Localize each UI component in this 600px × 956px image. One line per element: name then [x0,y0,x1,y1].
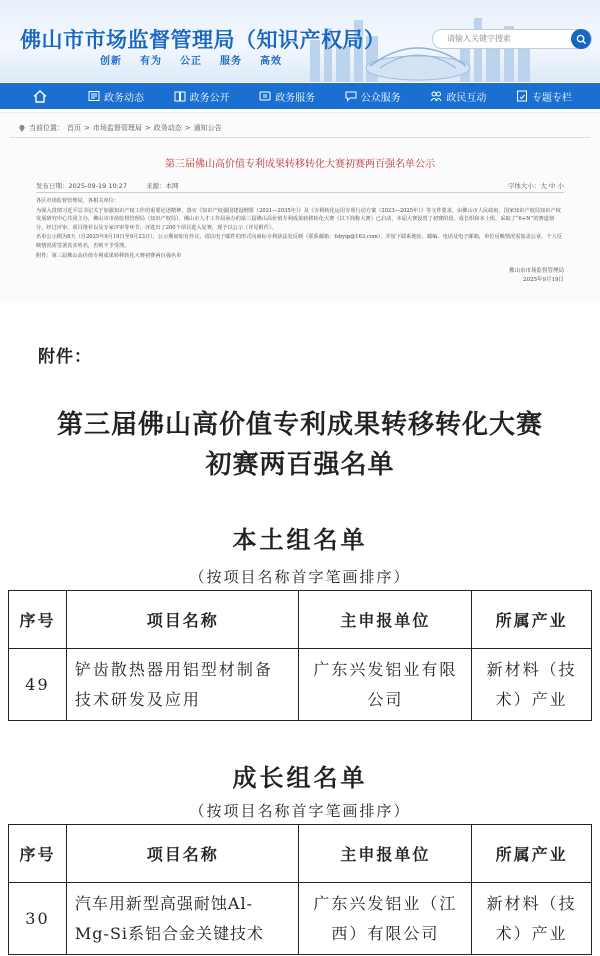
site-header [0,0,600,82]
column-header: 所属产业 [472,825,592,883]
industry-line: 新材料（技 [486,893,577,913]
applicant-line: 西）有限公司 [331,923,440,943]
home-icon [33,90,47,103]
column-header: 项目名称 [66,825,299,883]
main-nav [0,83,600,109]
breadcrumb-item-news[interactable]: 政务动态 [153,124,182,132]
nav-item-topics[interactable] [508,83,580,109]
location-pin-icon [18,124,26,132]
news-icon [88,90,100,102]
column-header: 项目名称 [66,591,299,649]
table-header-row [9,591,592,649]
column-header: 序号 [9,825,67,883]
industry-cell [472,883,592,955]
article-source: 来源：本网 [146,182,179,190]
project-name-line: 铲齿散热器用铝型材制备 [74,659,273,679]
section-subtitle: （按项目名称首字笔画排序） [189,802,411,820]
article-signature [509,267,564,285]
breadcrumb-divider [10,137,590,138]
column-header: 主申报单位 [299,591,472,649]
article-paragraph: 为深入贯彻习近平总书记关于加强知识产权工作的重要论述精神，落实《知识产权强国建设纲要（2021—2035年）》及《专利转化运用专项行动方案（2023—2025年）》等文件要求，由佛山市人民政府、国家知识产权局知识产权发展研究中心共同主办，佛山市市场监督管理局（知识产权局）、佛山市人才工作局承办的第三届佛山高价值专利成果转移转化大赛（以下简称大赛）已启动，本届大赛设置了初赛阶段、成长组和本土组，采取了“6+N”的赛道划分，经过评审，项目推荐以及专家评审等环节，评选出了200个项目进入复赛，现予以公示（详见附件）。 [36,207,561,231]
signature-date: 2025年9月19日 [523,277,564,283]
article-panel [0,112,600,302]
nav-item-news[interactable] [80,83,152,109]
nav-item-interaction[interactable] [422,83,494,109]
search-button[interactable] [571,29,591,49]
industry-line: 术）产业 [495,689,568,709]
breadcrumb-item-bureau[interactable]: 市场监督管理局 [92,124,142,132]
search-icon [576,34,587,45]
column-header: 主申报单位 [299,825,472,883]
project-name-line: Mg-Si系铝合金关键技术 [74,923,265,943]
breadcrumb-separator: > [84,124,90,132]
document-title-line: 初赛两百强名单 [205,450,395,480]
applicant-line: 广东兴发铝业（江 [313,893,458,913]
signature-org: 佛山市市场监督管理局 [508,268,564,274]
interact-icon [430,90,442,102]
font-size-selector[interactable]: 字体大小：大 中 小 [507,182,564,190]
nav-item-public-service[interactable] [337,83,409,109]
table-row [9,649,592,721]
list-table [8,824,592,955]
section-subtitle: （按项目名称首字笔画排序） [189,568,411,586]
attachment-label: 附件： [38,347,92,367]
section-title: 本土组名单 [232,525,368,554]
search-placeholder: 请输入关键字搜索 [447,34,511,43]
document-title-line: 第三届佛山高价值专利成果转移转化大赛 [56,410,543,440]
applicant-cell [299,883,472,955]
article-greeting: 各区市场监督管理局，各相关单位： [36,198,120,204]
row-number: 30 [9,883,67,955]
project-name-line: 技术研发及应用 [74,689,201,709]
industry-cell [472,649,592,721]
row-number: 49 [9,649,67,721]
section-title: 成长组名单 [232,763,368,792]
slogan: 公正 [180,56,202,67]
slogan: 高效 [260,56,282,67]
applicant-line: 广东兴发铝业有限 [313,659,458,679]
article-attachment-link[interactable]: 附件：第三届佛山高价值专利成果转移转化大赛初赛两百强名单 [36,253,182,259]
nav-item-label: 政务动态 [104,92,144,104]
slogan: 有为 [140,56,162,67]
article-title: 第三届佛山高价值专利成果转移转化大赛初赛两百强名单公示 [165,159,435,170]
nav-home[interactable] [0,83,80,109]
nav-item-open-gov[interactable] [166,83,238,109]
site-title: 佛山市市场监督管理局（知识产权局） [20,28,386,52]
slogan: 创新 [100,56,122,67]
nav-item-label: 政民互动 [446,92,487,104]
column-header: 序号 [9,591,67,649]
list-table [8,590,592,721]
nav-item-label: 政务公开 [189,92,230,104]
slogan-list [100,52,282,67]
project-name-line: 汽车用新型高强耐蚀Al- [74,893,254,913]
breadcrumb-item-notices[interactable]: 通知公告 [193,124,222,132]
breadcrumb-separator: > [184,124,191,132]
nav-item-label: 政务服务 [275,92,316,104]
breadcrumb [18,123,222,133]
table-header-row [9,825,592,883]
nav-item-gov-service[interactable] [251,83,323,109]
chat-icon [345,90,357,102]
article-body [36,197,564,262]
project-name-cell [66,883,299,955]
service-icon [259,90,271,102]
article-paragraph: 名单公示期为8天（自2025年9月19日至9月23日），公示期间如有异议，请以电子邮件的形式向商标专利执法处反映（联系邮箱：fsbyip@163.com），并留下联系地址、邮编、电话及电子邮箱，单位反映情况需加盖公章，个人反映情况需签署真实姓名，否则不予受理。 [36,234,562,249]
applicant-cell [299,649,472,721]
search-input[interactable] [432,29,592,49]
table-row [9,883,592,955]
book-icon [174,90,186,102]
slogan: 服务 [220,56,242,67]
industry-line: 术）产业 [495,923,568,943]
industry-line: 新材料（技 [486,659,577,679]
column-header: 所属产业 [472,591,592,649]
nav-item-label: 专题专栏 [531,92,572,104]
topic-icon [516,90,528,102]
nav-item-label: 公众服务 [360,92,401,104]
article-meta [36,179,564,193]
publish-date: 发布日期：2025-09-19 10:27 [36,182,128,190]
project-name-cell [66,649,299,721]
breadcrumb-prefix: 当前位置： [29,124,64,132]
breadcrumb-separator: > [144,124,151,132]
breadcrumb-item-home[interactable]: 首页 [67,124,81,132]
applicant-line: 公司 [367,689,404,709]
document-title [0,405,600,485]
